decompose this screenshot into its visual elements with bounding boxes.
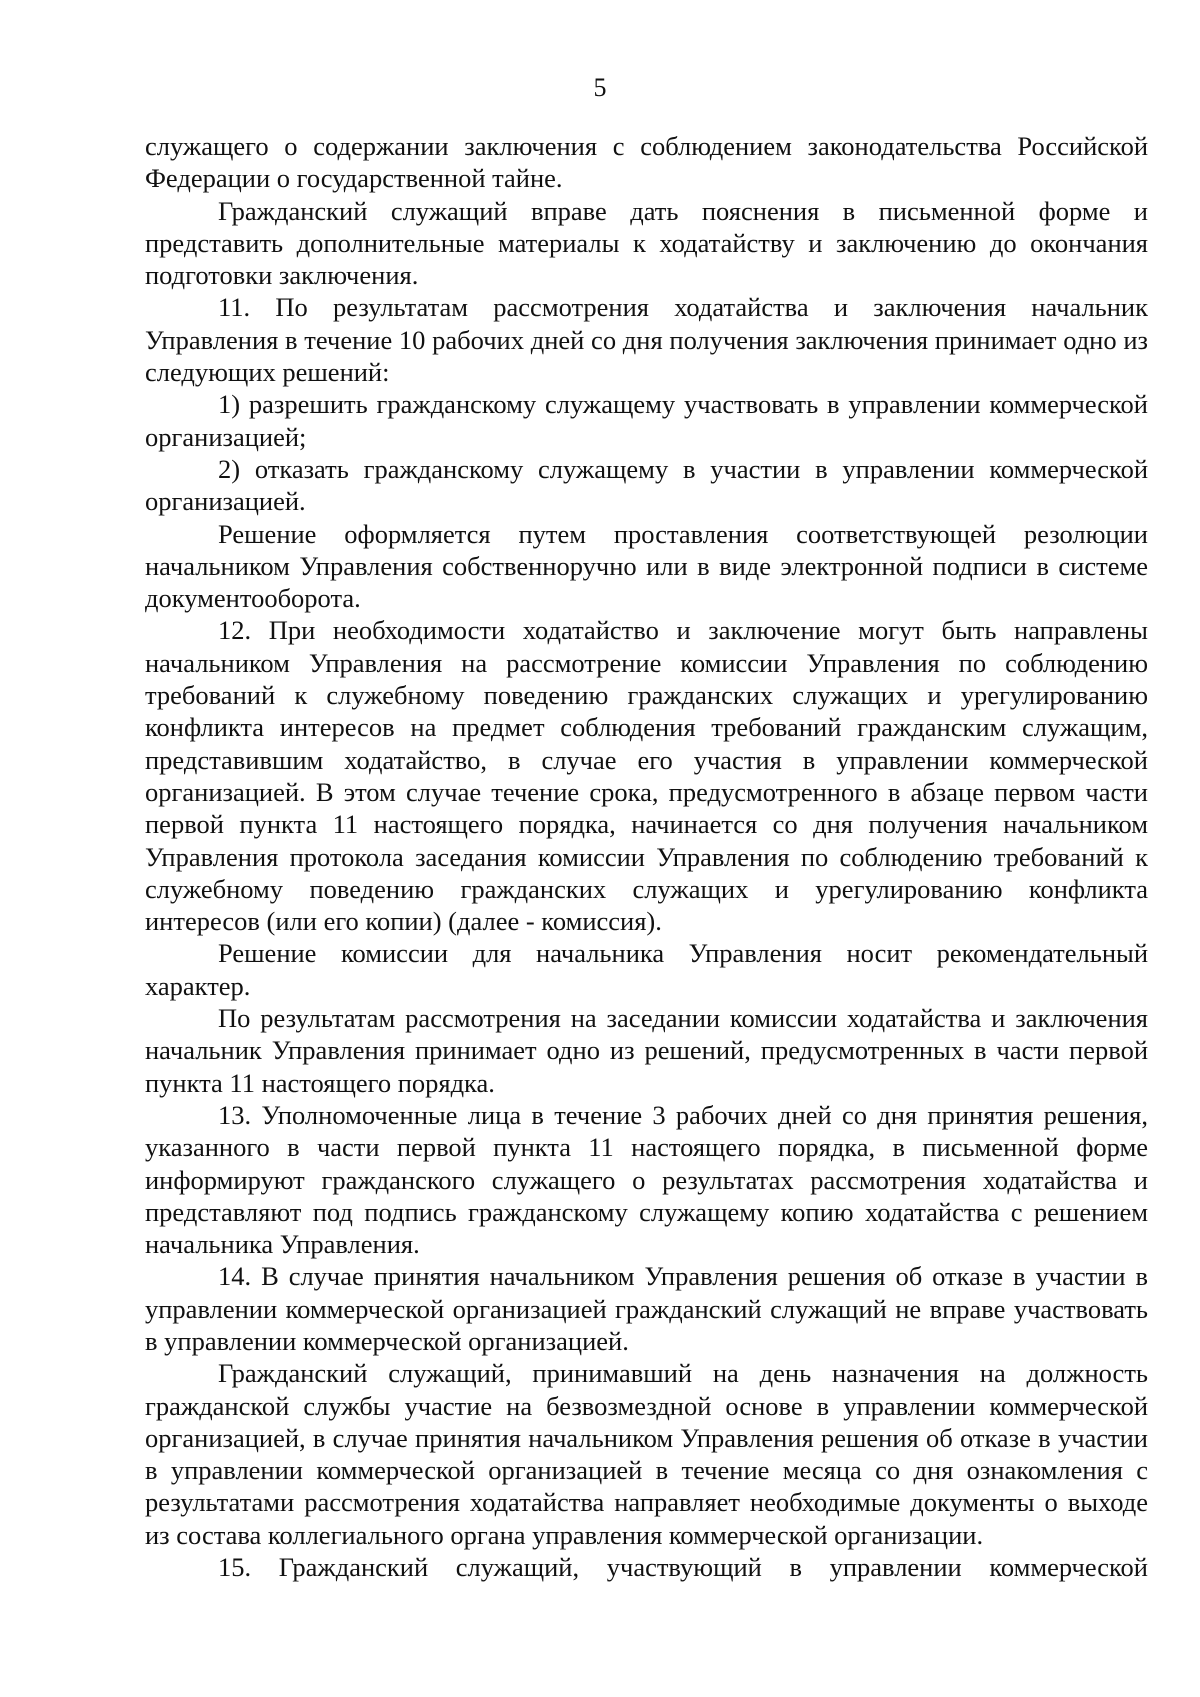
paragraph-item-13: 13. Уполномоченные лица в течение 3 рабочих дней со дня принятия решения, указанного в части первой пункта 11 настоящего порядка, в письменной форме информируют гражданского служащего о результатах рассмотрения ходатайства и представляют под подпись гражданскому служащему копию ходатайства с решением начальника Управления.: [145, 1099, 1148, 1260]
page-number: 5: [593, 73, 607, 102]
paragraph-continuation: служащего о содержании заключения с соблюдением законодательства Российской Федерации о государственной тайне.: [145, 131, 1148, 194]
paragraph-decision-permit: 1) разрешить гражданскому служащему участвовать в управлении коммерческой организацией;: [145, 389, 1148, 452]
paragraph-item-12: 12. При необходимости ходатайство и заключение могут быть направлены начальником Управления на рассмотрение комиссии Управления по соблюдению требований к служебному поведению гражданских служащих и урегулированию конфликта интересов на предмет соблюдения требований гражданским служащим, представившим ходатайство, в случае его участия в управлении коммерческой организацией. В этом случае течение срока, предусмотренного в абзаце первом части первой пункта 11 настоящего порядка, начинается со дня получения начальником Управления протокола заседания комиссии Управления по соблюдению требований к служебному поведению гражданских служащих и урегулированию конфликта интересов (или его копии) (далее - комиссия).: [145, 615, 1148, 937]
paragraph-explanations-right: Гражданский служащий вправе дать пояснения в письменной форме и представить дополнительные материалы к ходатайству и заключению до окончания подготовки заключения.: [145, 195, 1148, 291]
paragraph-item-14: 14. В случае принятия начальником Управления решения об отказе в участии в управлении коммерческой организацией гражданский служащий не вправе участвовать в управлении коммерческой организацией.: [145, 1261, 1148, 1356]
paragraph-unpaid-participation: Гражданский служащий, принимавший на день назначения на должность гражданской службы участие на безвозмездной основе в управлении коммерческой организацией, в случае принятия начальником Управления решения об отказе в участии в управлении коммерческой организацией в течение месяца со дня ознакомления с результатами рассмотрения ходатайства направляет необходимые документы о выходе из состава коллегиального органа управления коммерческой организации.: [145, 1358, 1148, 1550]
paragraph-commission-results: По результатам рассмотрения на заседании комиссии ходатайства и заключения начальник Управления принимает одно из решений, предусмотренных в части первой пункта 11 настоящего порядка.: [145, 1003, 1148, 1098]
paragraph-commission-advisory: Решение комиссии для начальника Управления носит рекомендательный характер.: [145, 938, 1148, 1001]
paragraph-item-15: 15. Гражданский служащий, участвующий в управлении коммерческой: [218, 1552, 1148, 1583]
paragraph-decision-refuse: 2) отказать гражданскому служащему в участии в управлении коммерческой организацией.: [145, 453, 1148, 517]
paragraph-resolution-form: Решение оформляется путем проставления соответствующей резолюции начальником Управления собственноручно или в виде электронной подписи в системе документооборота.: [145, 518, 1148, 614]
document-body: [145, 130, 1148, 1583]
paragraph-item-11: 11. По результатам рассмотрения ходатайства и заключения начальник Управления в течение 10 рабочих дней со дня получения заключения принимает одно из следующих решений:: [145, 292, 1148, 388]
